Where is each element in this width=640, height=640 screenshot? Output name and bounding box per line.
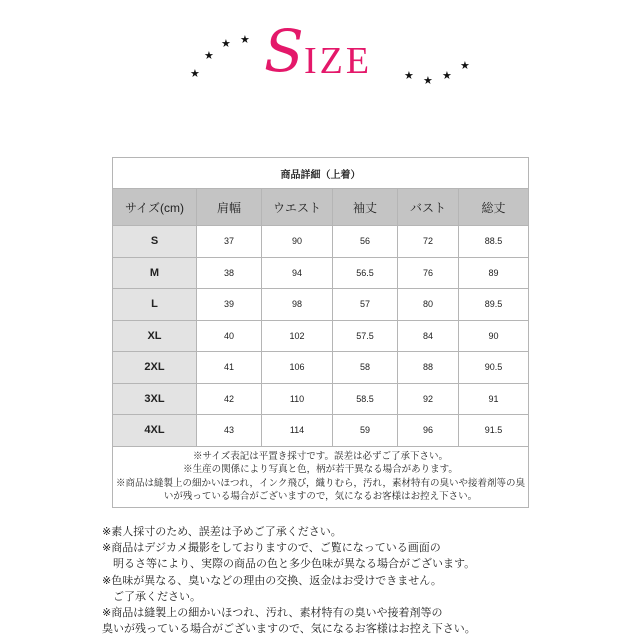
star-icon: ★ — [423, 74, 433, 87]
note-line: 臭いが残っている場合がございますので、気になるお客様はお控え下さい。 — [102, 622, 476, 636]
table-caption: 商品詳細（上着） — [113, 158, 529, 189]
table-cell: 38 — [197, 257, 262, 289]
star-icon: ★ — [190, 67, 200, 80]
table-cell: 42 — [197, 383, 262, 415]
table-cell: 43 — [197, 415, 262, 447]
table-cell: 88 — [398, 352, 459, 384]
note-line: ご了承ください。 — [102, 589, 201, 603]
table-cell: 56.5 — [333, 257, 398, 289]
size-label: L — [113, 289, 197, 321]
table-cell: 96 — [398, 415, 459, 447]
table-header-row — [113, 189, 529, 226]
size-label: 2XL — [113, 352, 197, 384]
size-label: 4XL — [113, 415, 197, 447]
table-cell: 41 — [197, 352, 262, 384]
table-row — [113, 320, 529, 352]
note-line: ※色味が異なる、臭いなどの理由の交換、返金はお受けできません。 — [102, 573, 442, 587]
table-cell: 90 — [459, 320, 529, 352]
note-line: 明るさ等により、実際の商品の色と多少色味が異なる場合がございます。 — [102, 557, 476, 571]
table-cell: 110 — [262, 383, 333, 415]
table-cell: 56 — [333, 226, 398, 258]
table-cell: 40 — [197, 320, 262, 352]
table-cell: 91.5 — [459, 415, 529, 447]
table-cell: 98 — [262, 289, 333, 321]
table-cell: 88.5 — [459, 226, 529, 258]
table-cell: 89 — [459, 257, 529, 289]
star-icon: ★ — [240, 33, 250, 46]
table-row — [113, 383, 529, 415]
note-line: いが残っている場合がございますので，気になるお客様はお控え下さい。 — [163, 491, 478, 502]
table-cell: 58.5 — [333, 383, 398, 415]
note-line: ※サイズ表記は平置き採寸です。誤差は必ずご了承下さい。 — [193, 450, 448, 462]
note-line: ※商品は縫製上の細かいほつれ，インク飛び，織りむら，汚れ，素材特有の臭いや接着剤等の臭 — [115, 477, 526, 489]
table-cell: 89.5 — [459, 289, 529, 321]
star-icon: ★ — [204, 49, 214, 62]
star-icon: ★ — [221, 37, 231, 50]
note-line: ※商品は縫製上の細かいほつれ、汚れ、素材特有の臭いや接着剤等の — [102, 606, 443, 620]
table-cell: 84 — [398, 320, 459, 352]
note-line: ※商品はデジカメ撮影をしておりますので、ご覧になっている画面の — [102, 541, 441, 555]
column-header: 総丈 — [459, 189, 529, 226]
size-label: M — [113, 257, 197, 289]
star-icon: ★ — [460, 59, 470, 72]
column-header: 肩幅 — [197, 189, 262, 226]
table-cell: 91 — [459, 383, 529, 415]
table-row — [113, 415, 529, 447]
bottom-notes — [102, 524, 542, 637]
table-notes — [113, 446, 529, 507]
column-header: サイズ(cm) — [113, 189, 197, 226]
table-row — [113, 352, 529, 384]
column-header: ウエスト — [262, 189, 333, 226]
title-initial: S — [264, 17, 304, 85]
table-cell: 102 — [262, 320, 333, 352]
size-label: 3XL — [113, 383, 197, 415]
table-cell: 37 — [197, 226, 262, 258]
size-table — [112, 157, 529, 508]
table-cell: 39 — [197, 289, 262, 321]
note-line: ※生産の関係により写真と色，柄が若干異なる場合があります。 — [183, 464, 458, 475]
table-cell: 72 — [398, 226, 459, 258]
table-cell: 76 — [398, 257, 459, 289]
table-cell: 80 — [398, 289, 459, 321]
column-header: バスト — [398, 189, 459, 226]
table-cell: 59 — [333, 415, 398, 447]
size-header — [0, 0, 640, 120]
note-line: ※素人採寸のため、誤差は予めご了承ください。 — [102, 525, 342, 538]
table-row — [113, 289, 529, 321]
table-row — [113, 226, 529, 258]
table-cell: 58 — [333, 352, 398, 384]
table-cell: 90.5 — [459, 352, 529, 384]
table-cell: 106 — [262, 352, 333, 384]
column-header: 袖丈 — [333, 189, 398, 226]
star-icon: ★ — [404, 69, 414, 82]
table-cell: 57 — [333, 289, 398, 321]
table-cell: 90 — [262, 226, 333, 258]
star-icon: ★ — [442, 69, 452, 82]
table-cell: 57.5 — [333, 320, 398, 352]
title-rest: IZE — [304, 40, 373, 82]
table-cell: 94 — [262, 257, 333, 289]
size-label: XL — [113, 320, 197, 352]
table-cell: 114 — [262, 415, 333, 447]
table-row — [113, 257, 529, 289]
table-cell: 92 — [398, 383, 459, 415]
size-label: S — [113, 226, 197, 258]
